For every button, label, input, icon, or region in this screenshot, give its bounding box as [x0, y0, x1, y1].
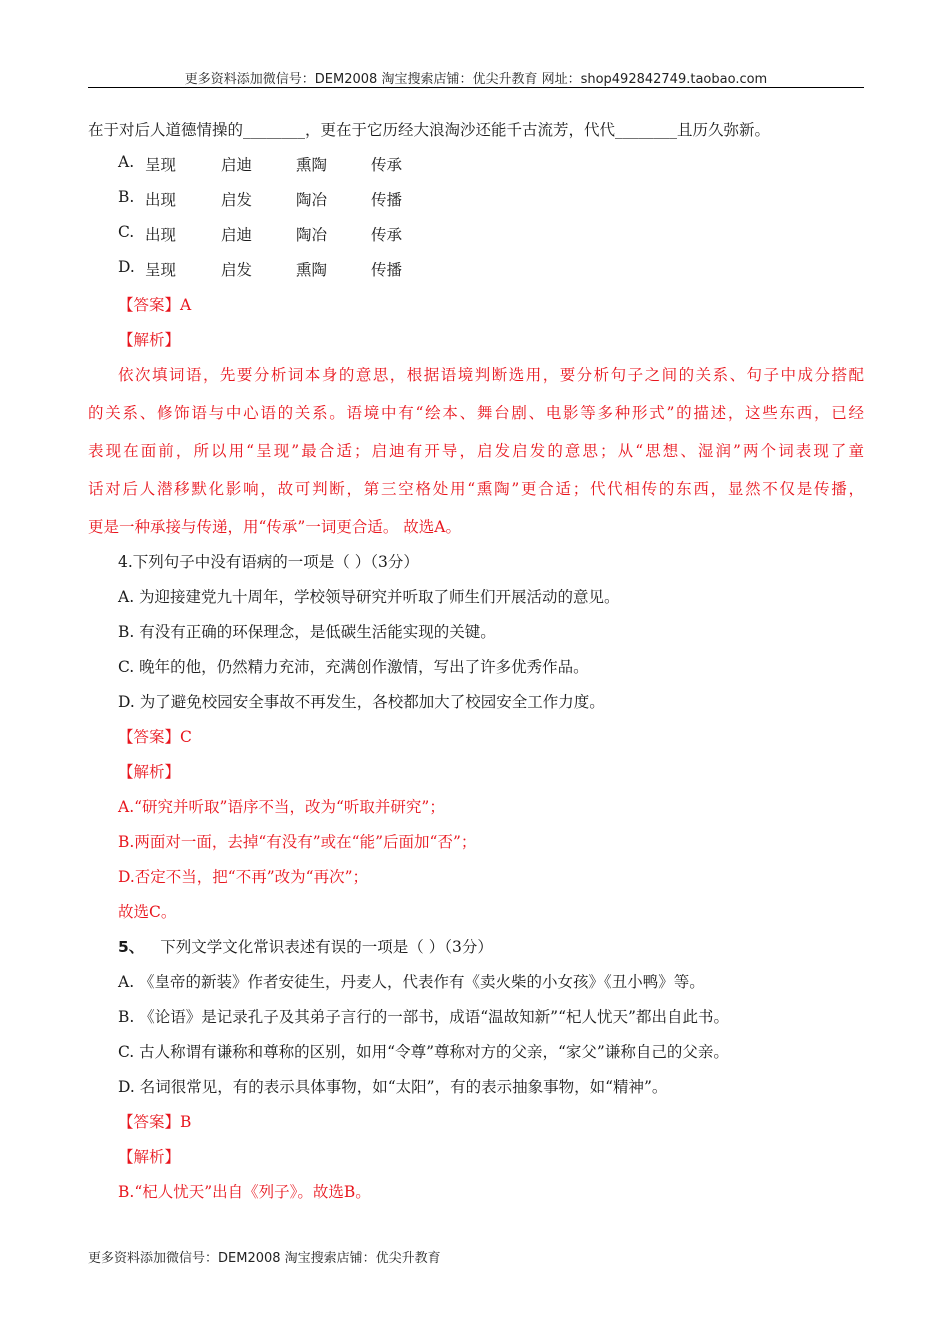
q4-conclusion: 故选C。 — [118, 903, 177, 921]
page-header: 更多资料添加微信号：DEM2008 淘宝搜索店铺：优尖升教育 网址：shop492842749.taobao.com — [184, 72, 768, 87]
q3-answer — [118, 293, 191, 315]
q3-analysis-line-3: 表现在面前，所以用“呈现”最合适；启迪有开导，启发启发的意思；从“思想、湿润”两个词表现了童 — [88, 442, 864, 460]
q3-analysis-label: 【解析】 — [118, 331, 181, 349]
q4-analysis-line-3: D.否定不当，把“不再”改为“再次”； — [118, 868, 368, 886]
q4-option-b: B. 有没有正确的环保理念，是低碳生活能实现的关键。 — [118, 623, 496, 641]
q5-analysis: B.“杞人忧天”出自《列子》。故选B。 — [118, 1183, 371, 1201]
q4-analysis-line-1: A.“研究并听取”语序不当，改为“听取并研究”； — [118, 798, 445, 816]
q5-option-c: C. 古人称谓有谦称和尊称的区别，如用“令尊”尊称对方的父亲，“家父”谦称自己的父亲。 — [118, 1043, 729, 1061]
q4-option-a: A. 为迎接建党九十周年，学校领导研究并听取了师生们开展活动的意见。 — [118, 588, 620, 606]
q5-option-a: A. 《皇帝的新装》作者安徒生，丹麦人，代表作有《卖火柴的小女孩》《丑小鸭》等。 — [118, 973, 705, 991]
page-footer: 更多资料添加微信号：DEM2008 淘宝搜索店铺：优尖升教育 — [88, 1251, 441, 1266]
q4-analysis-line-2: B.两面对一面，去掉“有没有”或在“能”后面加“否”； — [118, 833, 477, 851]
q4-option-c: C. 晚年的他，仍然精力充沛，充满创作激情，写出了许多优秀作品。 — [118, 658, 589, 676]
answer-label: 【答案】 — [118, 1113, 181, 1131]
q5-number: 5、 — [118, 938, 145, 956]
answer-label: 【答案】 — [118, 728, 181, 746]
header-divider — [88, 87, 864, 88]
q5-analysis-label: 【解析】 — [118, 1148, 181, 1166]
answer-label: 【答案】 — [118, 296, 181, 314]
answer-value: C — [180, 728, 192, 746]
intro-line: 在于对后人道德情操的________，更在于它历经大浪淘沙还能千古流芳，代代________且历久弥新。 — [88, 121, 771, 139]
q4-analysis-label: 【解析】 — [118, 763, 181, 781]
q4-option-d: D. 为了避免校园安全事故不再发生，各校都加大了校园安全工作力度。 — [118, 693, 605, 711]
q3-analysis-line-5: 更是一种承接与传递，用“传承”一词更合适。 故选A。 — [88, 518, 461, 536]
q4-stem: 4.下列句子中没有语病的一项是（ ）（3分） — [118, 553, 419, 571]
answer-value: A — [180, 296, 192, 314]
q5-option-b: B. 《论语》是记录孔子及其弟子言行的一部书，成语“温故知新”“杞人忧天”都出自此书。 — [118, 1008, 729, 1026]
answer-value: B — [180, 1113, 192, 1131]
q5-answer — [118, 1110, 191, 1132]
q5-stem-text: 下列文学文化常识表述有误的一项是（ ）（3分） — [160, 938, 493, 956]
q3-analysis-line-2: 的关系、修饰语与中心语的关系。语境中有“绘本、舞台剧、电影等多种形式”的描述，这些东西，已经 — [88, 404, 864, 422]
q5-stem — [118, 935, 493, 957]
q3-analysis-line-1: 依次填词语，先要分析词本身的意思，根据语境判断选用，要分析句子之间的关系、句子中成分搭配 — [118, 366, 864, 384]
q3-analysis-line-4: 话对后人潜移默化影响，故可判断，第三空格处用“熏陶”更合适；代代相传的东西，显然不仅是传播， — [88, 480, 864, 498]
q4-answer — [118, 725, 192, 747]
q5-option-d: D. 名词很常见，有的表示具体事物，如“太阳”，有的表示抽象事物，如“精神”。 — [118, 1078, 668, 1096]
